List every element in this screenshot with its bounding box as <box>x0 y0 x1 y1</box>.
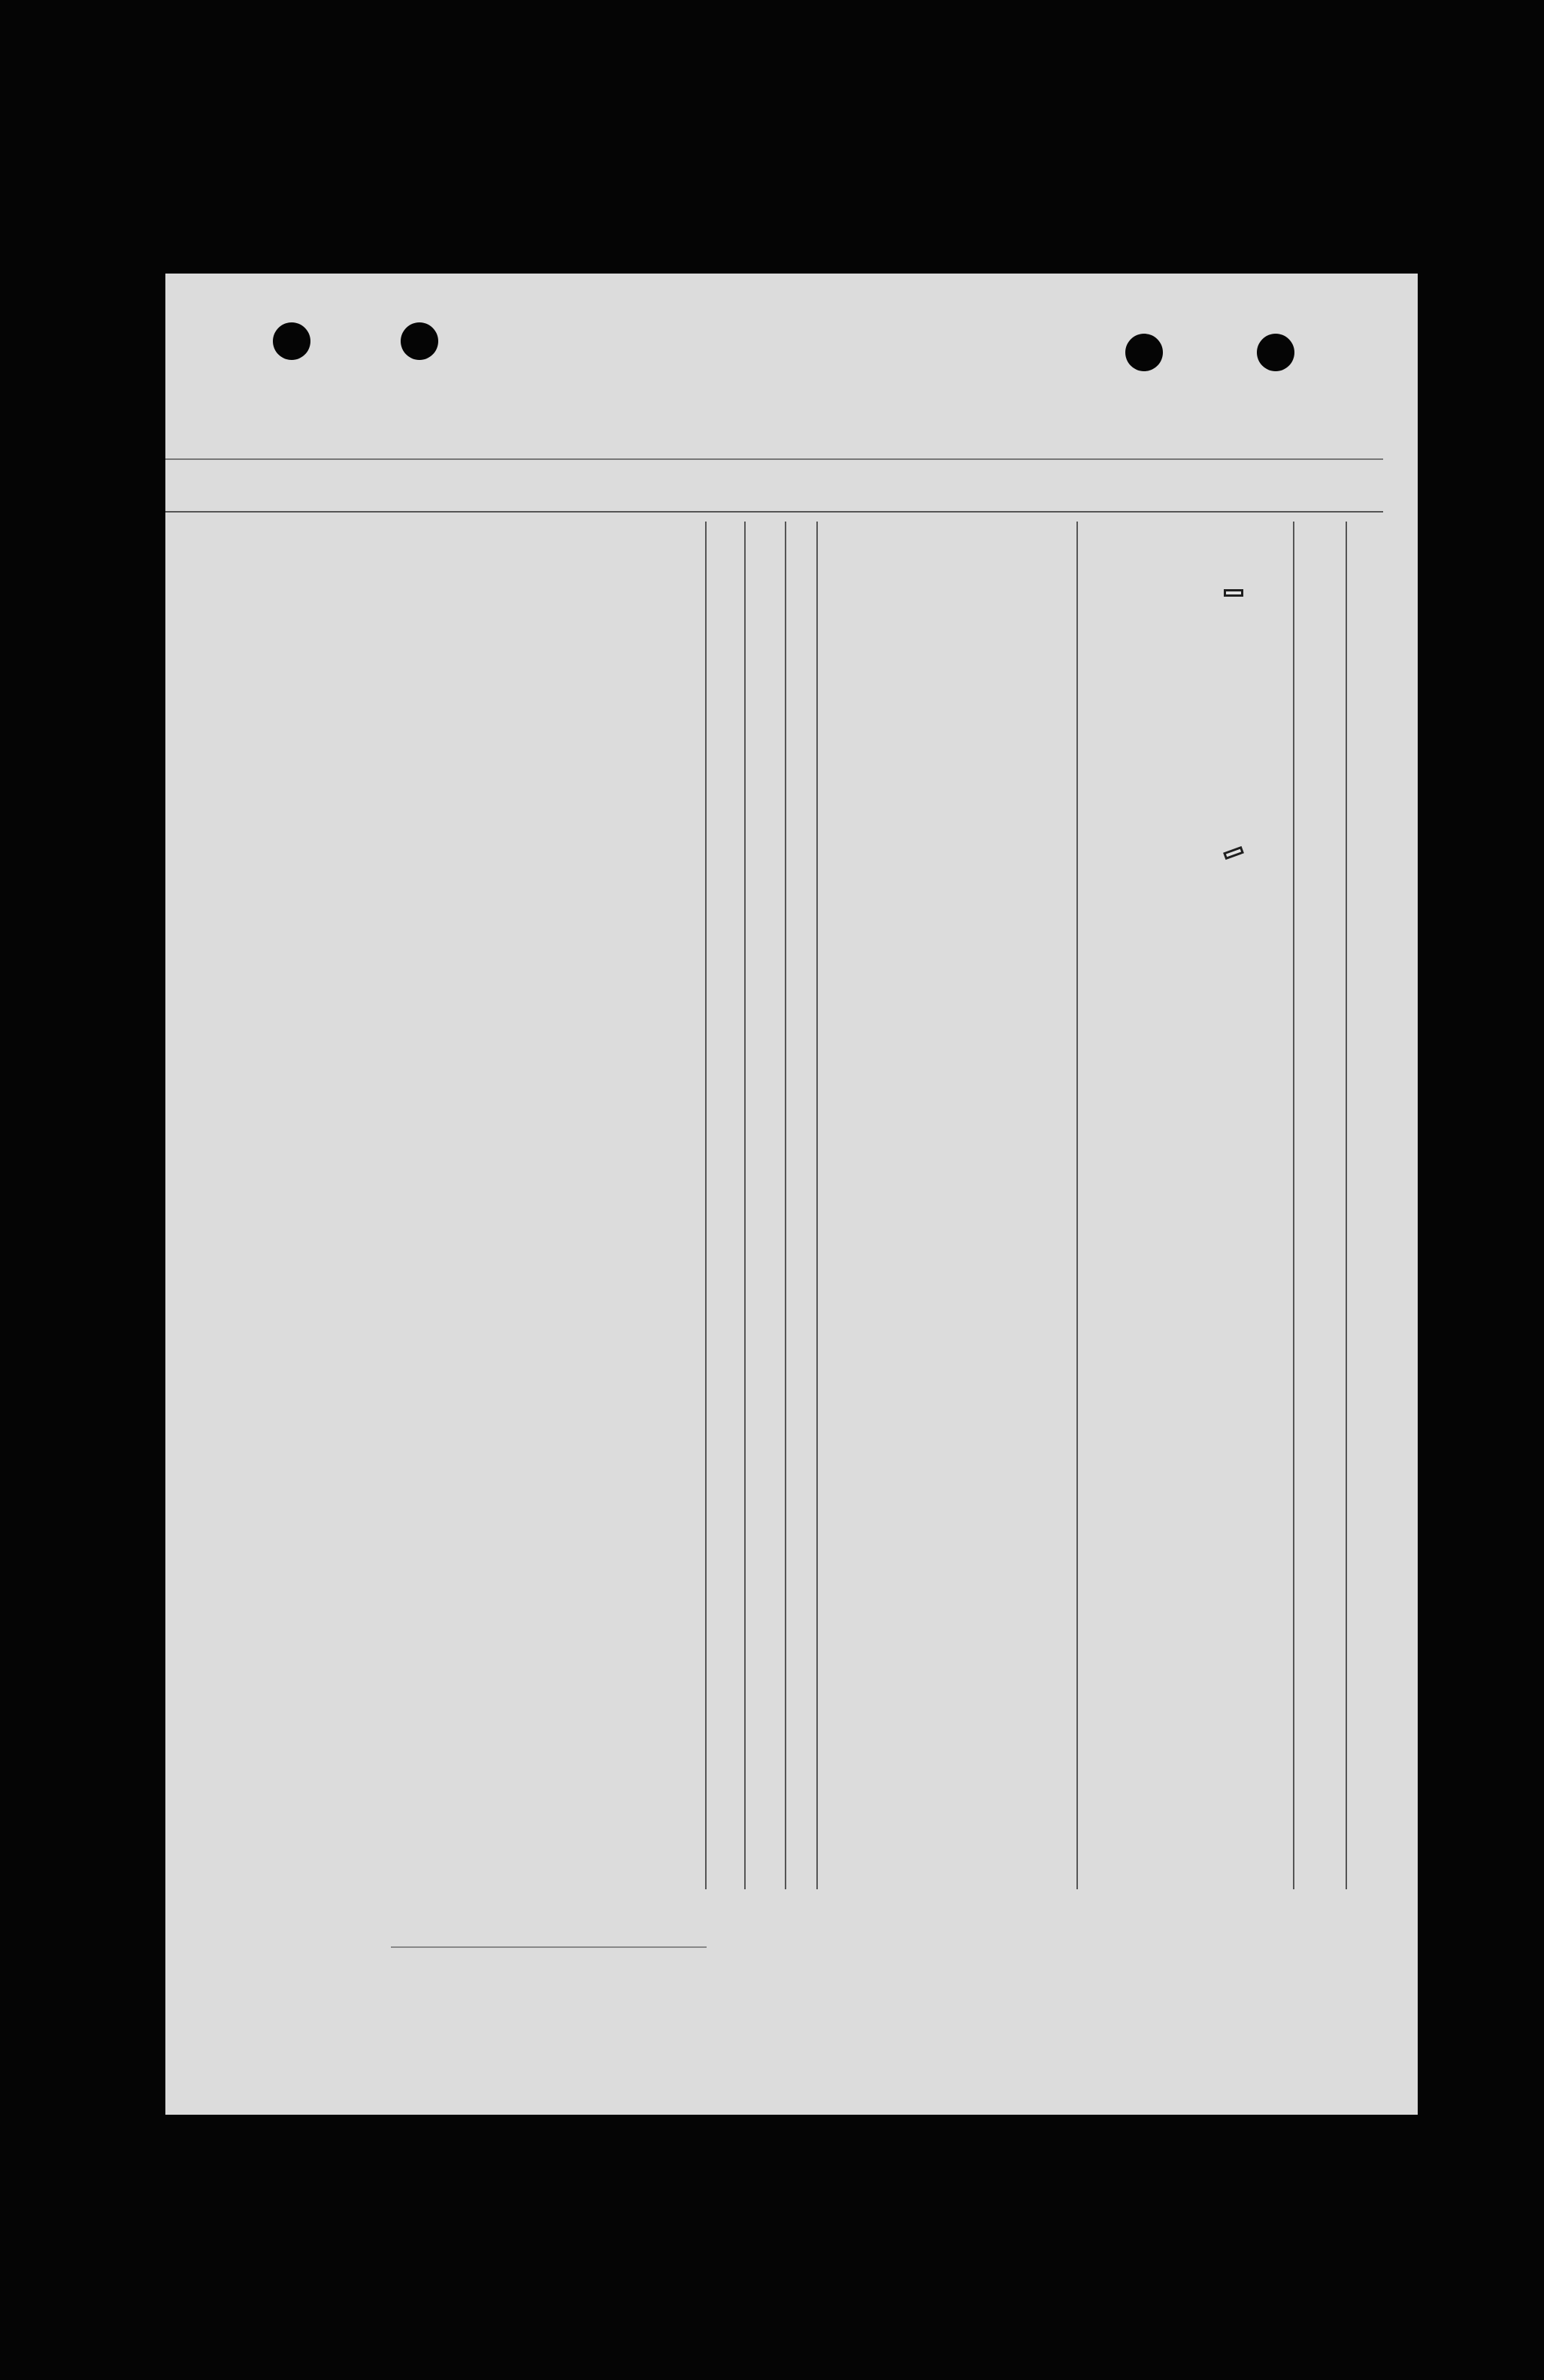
punch-hole <box>401 322 438 360</box>
signature-line <box>391 1946 707 1948</box>
col-divider <box>816 522 818 1889</box>
col-divider <box>1076 522 1078 1889</box>
punch-hole <box>1125 334 1163 371</box>
us-cit-stamp <box>1224 589 1243 597</box>
punch-hole <box>273 322 310 360</box>
rule <box>165 458 1383 460</box>
col-divider <box>785 522 786 1889</box>
us-cit-stamp <box>1223 846 1244 860</box>
rule <box>165 511 1383 513</box>
col-divider <box>744 522 746 1889</box>
punch-hole <box>1257 334 1294 371</box>
col-divider <box>705 522 707 1889</box>
manifest-sheet <box>165 274 1418 2115</box>
col-divider <box>1346 522 1347 1889</box>
col-divider <box>1293 522 1294 1889</box>
